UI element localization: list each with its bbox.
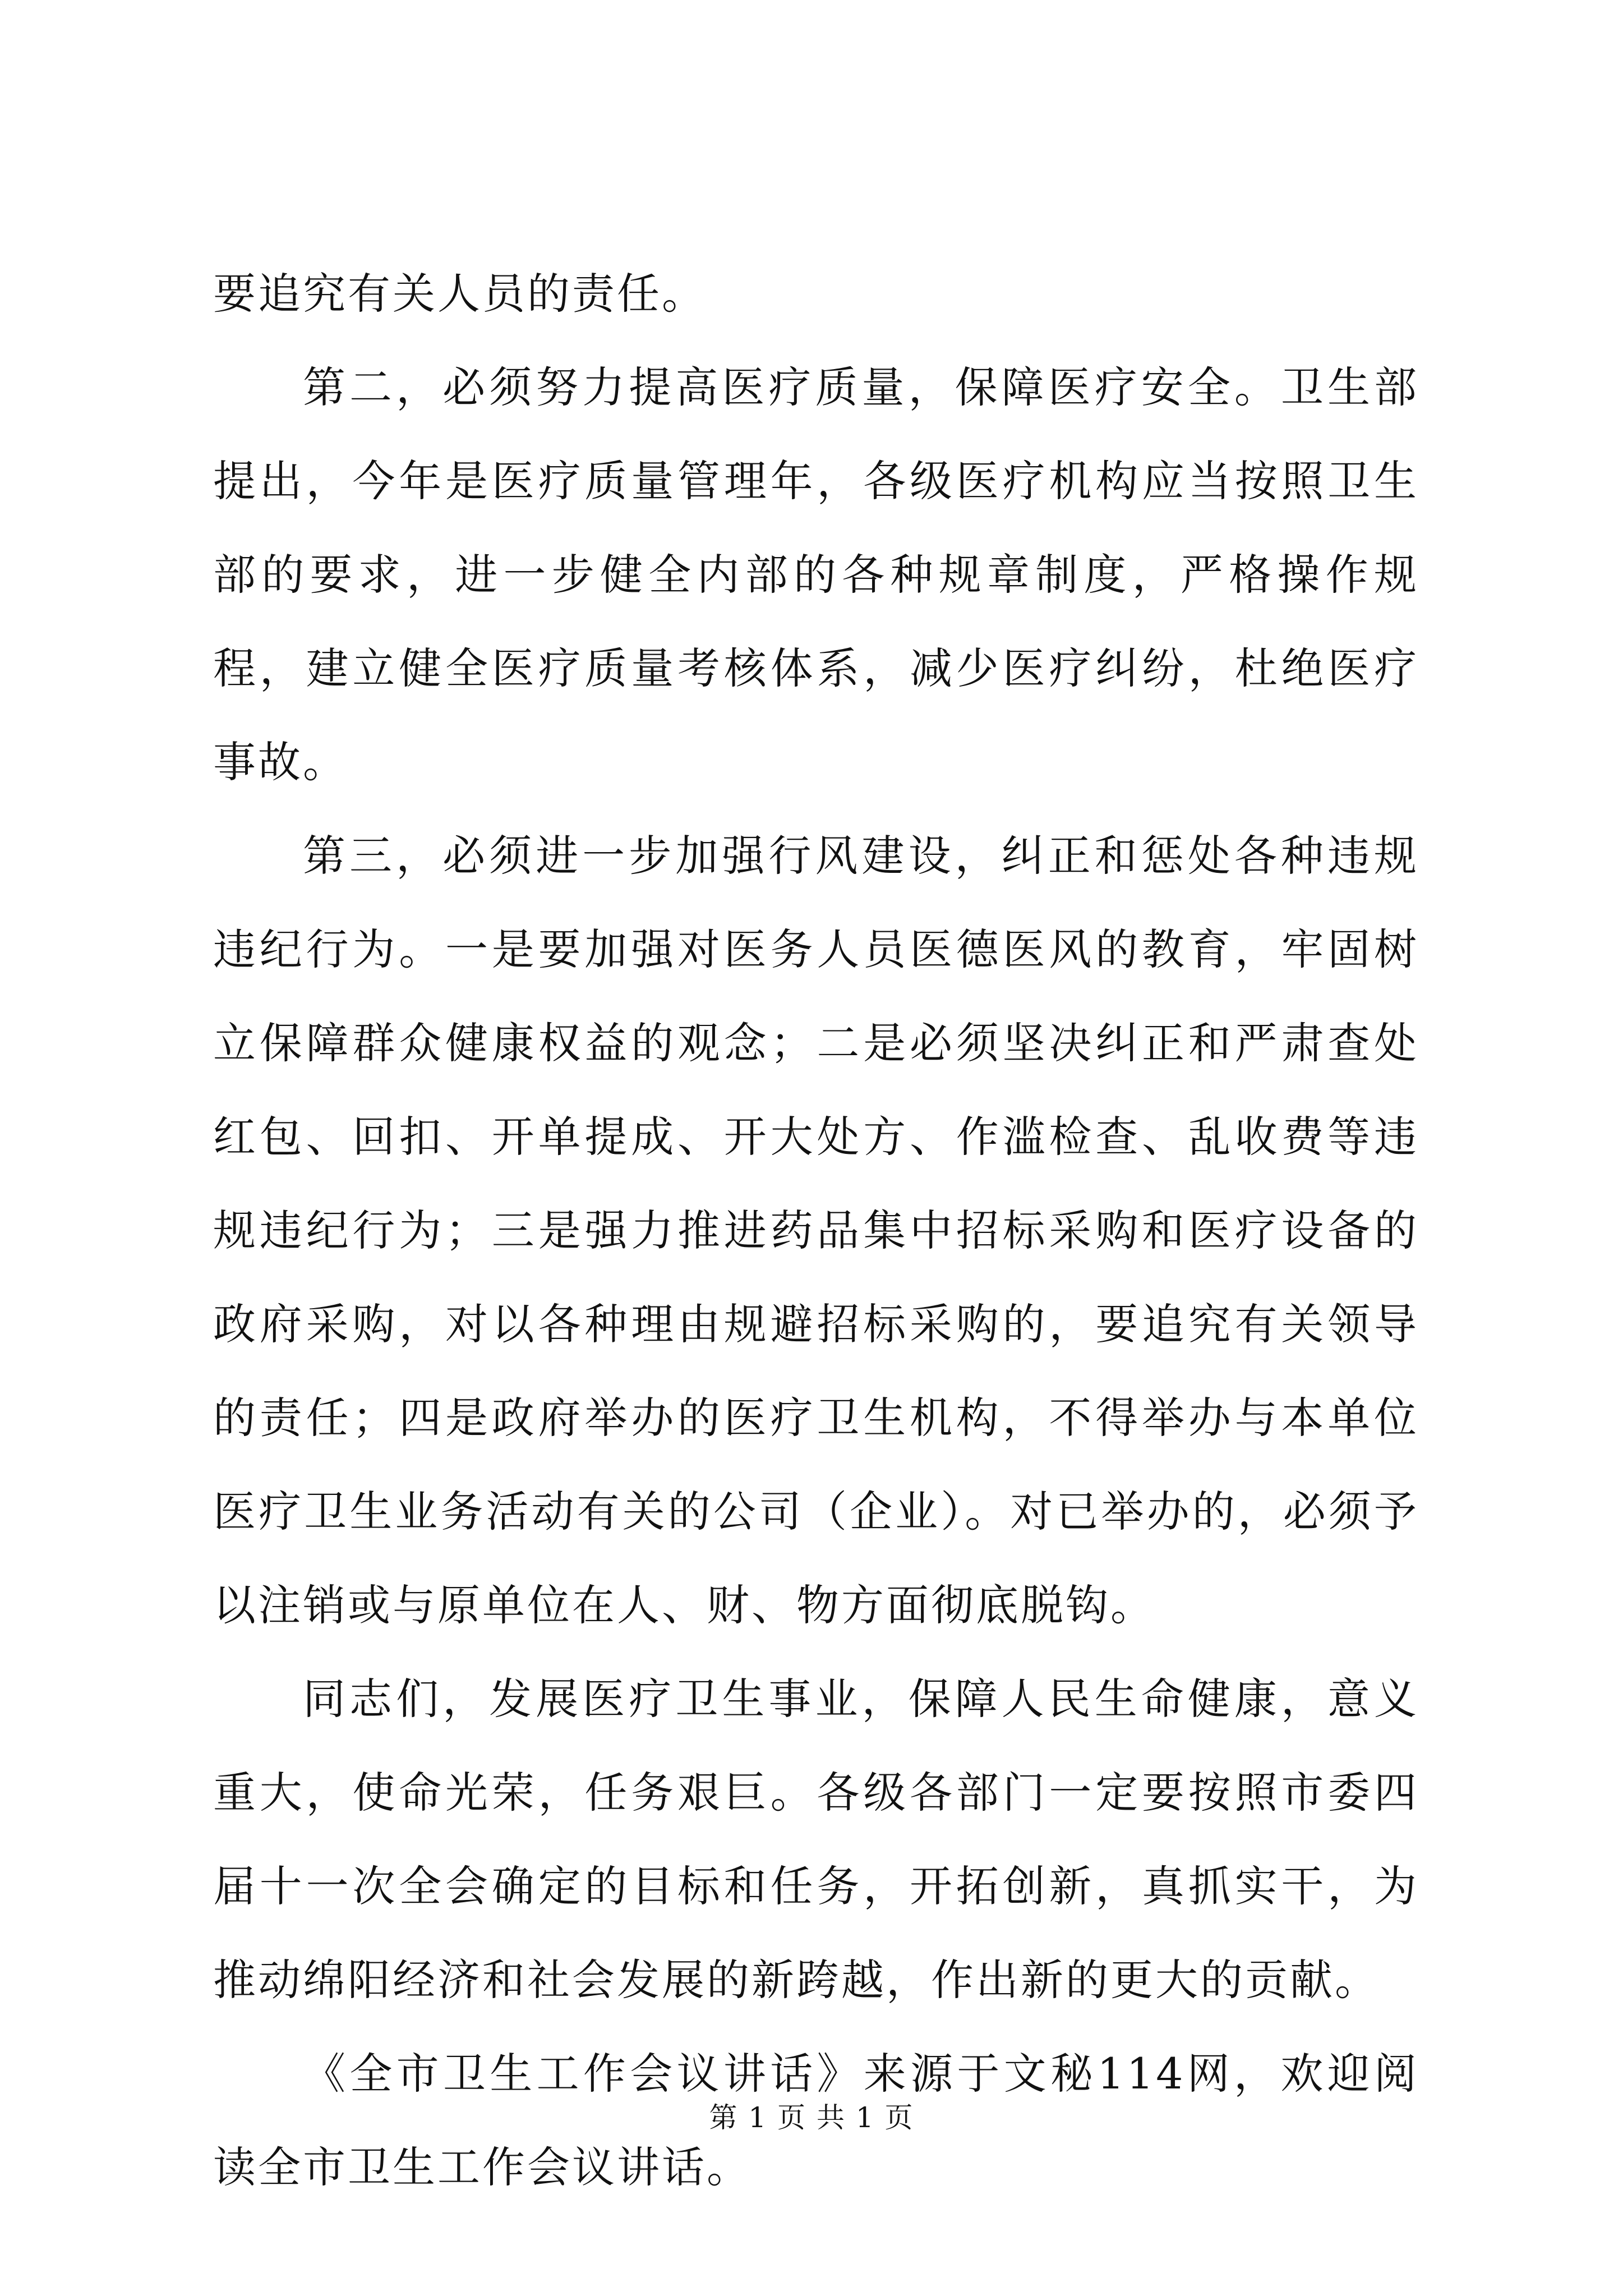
paragraph-source-note: 《全市卫生工作会议讲话》来源于文秘114网，欢迎阅读全市卫生工作会议讲话。 [213,2049,1419,2192]
document-body [213,247,1419,2214]
paragraph-closing-remarks: 同志们，发展医疗卫生事业，保障人民生命健康，意义重大，使命光荣，任务艰巨。各级各部门一定要按照市委四届十一次全会确定的目标和任务，开拓创新，真抓实干，为推动绵阳经济和社会发展的新跨越，作出新的更大的贡献。 [213,1674,1419,2005]
page-number-footer: 第 1 页 共 1 页 [709,2101,914,2134]
paragraph-conduct-building: 第三，必须进一步加强行风建设，纠正和惩处各种违规违纪行为。一是要加强对医务人员医德医风的教育，牢固树立保障群众健康权益的观念；二是必须坚决纠正和严肃查处红包、回扣、开单提成、开大处方、作滥检查、乱收费等违规违纪行为；三是强力推进药品集中招标采购和医疗设备的政府采购，对以各种理由规避招标采购的，要追究有关领导的责任；四是政府举办的医疗卫生机构，不得举办与本单位医疗卫生业务活动有关的公司（企业）。对已举办的，必须予以注销或与原单位在人、财、物方面彻底脱钩。 [213,831,1419,1630]
paragraph-medical-quality: 第二，必须努力提高医疗质量，保障医疗安全。卫生部提出，今年是医疗质量管理年，各级医疗机构应当按照卫生部的要求，进一步健全内部的各种规章制度，严格操作规程，建立健全医疗质量考核体系，减少医疗纠纷，杜绝医疗事故。 [213,362,1419,787]
paragraph-continuation: 要追究有关人员的责任。 [213,269,707,319]
